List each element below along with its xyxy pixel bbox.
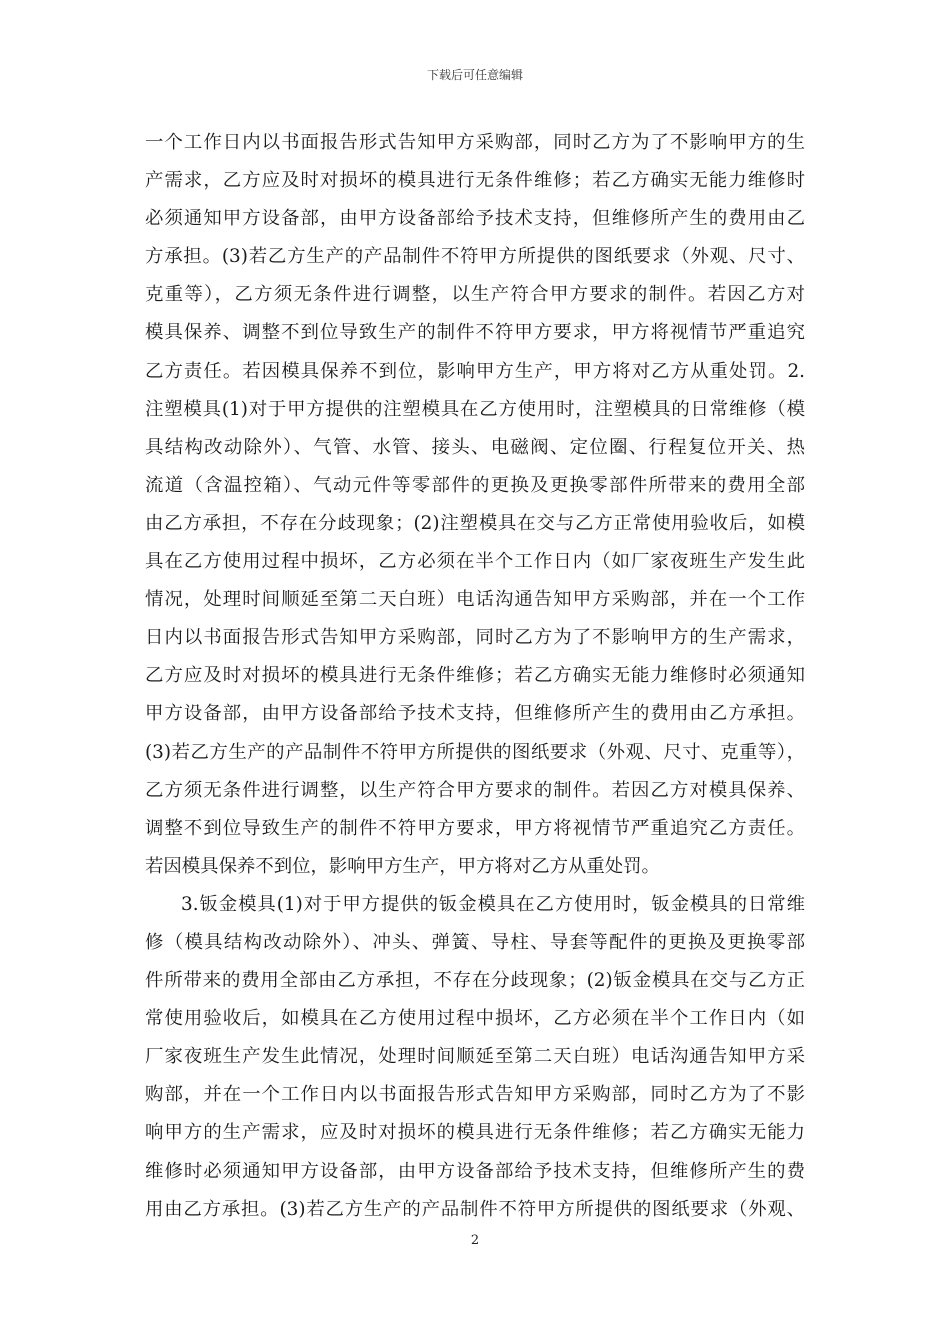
text-line: 乙方应及时对损坏的模具进行无条件维修；若乙方确实无能力维修时必须通知 (145, 665, 805, 687)
page-header: 下载后可任意编辑 (426, 68, 523, 82)
text-line: 乙方须无条件进行调整，以生产符合甲方要求的制件。若因乙方对模具保养、 (145, 779, 805, 801)
text-line: 响甲方的生产需求，应及时对损坏的模具进行无条件维修；若乙方确实无能力 (145, 1122, 805, 1144)
text-line: 厂家夜班生产发生此情况，处理时间顺延至第二天白班）电话沟通告知甲方采 (145, 1046, 805, 1068)
text-line: 注塑模具(1)对于甲方提供的注塑模具在乙方使用时，注塑模具的日常维修（模 (145, 398, 805, 420)
text-line: 若因模具保养不到位，影响甲方生产，甲方将对乙方从重处罚。 (145, 855, 660, 877)
text-line: 方承担。(3)若乙方生产的产品制件不符甲方所提供的图纸要求（外观、尺寸、 (145, 246, 805, 268)
paragraph-1 (145, 124, 805, 886)
document-body (145, 124, 805, 1229)
text-line: 乙方责任。若因模具保养不到位，影响甲方生产，甲方将对乙方从重处罚。2. (145, 360, 805, 382)
text-line: 情况，处理时间顺延至第二天白班）电话沟通告知甲方采购部，并在一个工作 (145, 589, 805, 611)
text-line: 维修时必须通知甲方设备部，由甲方设备部给予技术支持，但维修所产生的费 (145, 1160, 805, 1182)
text-line: 一个工作日内以书面报告形式告知甲方采购部，同时乙方为了不影响甲方的生 (145, 132, 805, 153)
text-line: (3)若乙方生产的产品制件不符甲方所提供的图纸要求（外观、尺寸、克重等）， (145, 741, 805, 763)
text-line: 件所带来的费用全部由乙方承担，不存在分歧现象；(2)钣金模具在交与乙方正 (145, 970, 805, 992)
text-line: 购部，并在一个工作日内以书面报告形式告知甲方采购部，同时乙方为了不影 (145, 1084, 805, 1106)
text-line: 流道（含温控箱）、气动元件等零部件的更换及更换零部件所带来的费用全部 (145, 474, 805, 496)
text-line: 常使用验收后，如模具在乙方使用过程中损坏，乙方必须在半个工作日内（如 (145, 1008, 805, 1030)
text-line: 具结构改动除外）、气管、水管、接头、电磁阀、定位圈、行程复位开关、热 (145, 436, 805, 458)
text-line: 克重等），乙方须无条件进行调整，以生产符合甲方要求的制件。若因乙方对 (145, 284, 805, 306)
page-number: 2 (470, 1233, 480, 1248)
text-line: 必须通知甲方设备部，由甲方设备部给予技术支持，但维修所产生的费用由乙 (145, 208, 805, 230)
text-line: 3.钣金模具(1)对于甲方提供的钣金模具在乙方使用时，钣金模具的日常维 (181, 893, 805, 915)
text-line: 由乙方承担，不存在分歧现象；(2)注塑模具在交与乙方正常使用验收后，如模 (145, 512, 805, 534)
text-line: 用由乙方承担。(3)若乙方生产的产品制件不符甲方所提供的图纸要求（外观、 (145, 1198, 805, 1220)
text-line: 修（模具结构改动除外）、冲头、弹簧、导柱、导套等配件的更换及更换零部 (145, 931, 805, 953)
text-line: 产需求，乙方应及时对损坏的模具进行无条件维修；若乙方确实无能力维修时 (145, 170, 805, 192)
text-line: 日内以书面报告形式告知甲方采购部，同时乙方为了不影响甲方的生产需求， (145, 627, 805, 649)
text-line: 甲方设备部，由甲方设备部给予技术支持，但维修所产生的费用由乙方承担。 (145, 703, 805, 725)
text-line: 调整不到位导致生产的制件不符甲方要求，甲方将视情节严重追究乙方责任。 (145, 817, 805, 839)
text-line: 具在乙方使用过程中损坏，乙方必须在半个工作日内（如厂家夜班生产发生此 (145, 551, 805, 573)
paragraph-2 (145, 886, 805, 1229)
text-line: 模具保养、调整不到位导致生产的制件不符甲方要求，甲方将视情节严重追究 (145, 322, 805, 344)
